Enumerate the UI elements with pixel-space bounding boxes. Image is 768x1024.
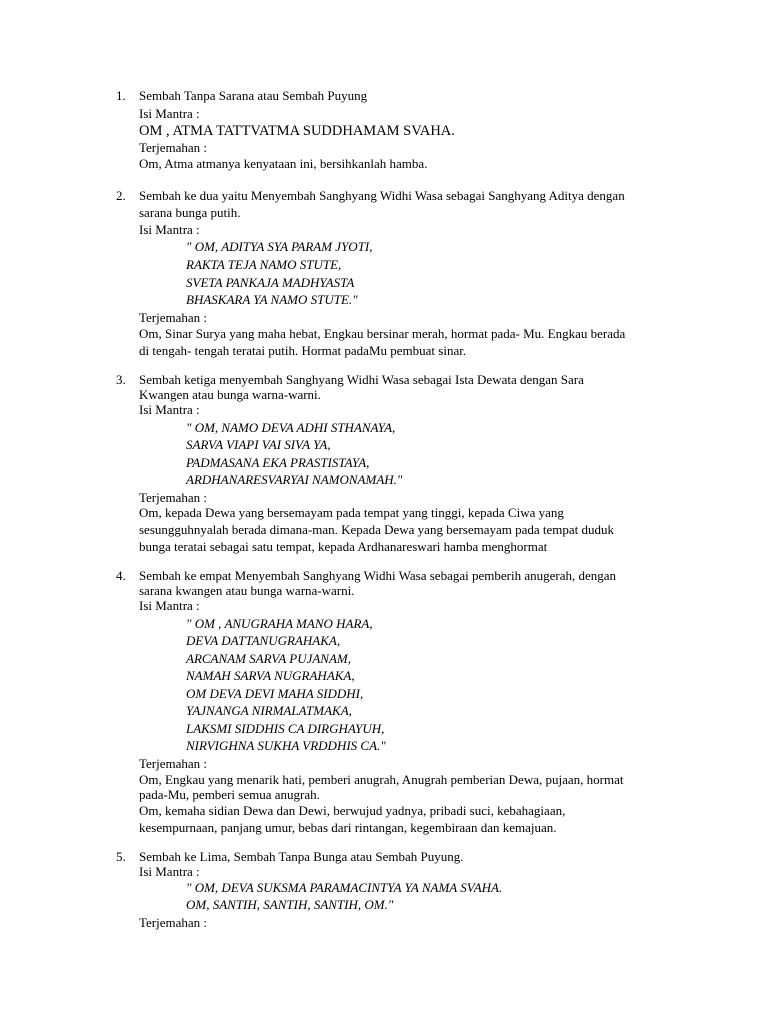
terjemahan-line: sesungguhnyalah berada dimana-man. Kepada Dewa yang bersemayam pada tempat duduk	[139, 522, 615, 537]
mantra-line: DEVA DATTANUGRAHAKA,	[186, 633, 341, 648]
terjemahan-line: kesempurnaan, panjang umur, bebas dari rintangan, kegembiraan dan kemajuan.	[139, 820, 557, 835]
mantra-line: " OM, DEVA SUKSMA PARAMACINTYA YA NAMA SVAHA.	[186, 880, 503, 895]
isi-mantra-label: Isi Mantra :	[139, 598, 200, 613]
section-number: 4.	[116, 568, 126, 583]
isi-mantra-label: Isi Mantra :	[139, 402, 200, 417]
mantra-line: ARCANAM SARVA PUJANAM,	[186, 651, 351, 666]
mantra-line: OM, SANTIH, SANTIH, SANTIH, OM."	[186, 897, 394, 912]
mantra-line: SVETA PANKAJA MADHYASTA	[186, 275, 355, 290]
section-title: Sembah ketiga menyembah Sanghyang Widhi Wasa sebagai Ista Dewata dengan Sara	[139, 372, 584, 387]
section-title: sarana kwangen atau bunga warna-warni.	[139, 583, 355, 598]
mantra-line: OM DEVA DEVI MAHA SIDDHI,	[186, 686, 364, 701]
mantra-line: YAJNANGA NIRMALATMAKA,	[186, 703, 352, 718]
terjemahan-line: di tengah- tengah teratai putih. Hormat padaMu pembuat sinar.	[139, 343, 467, 358]
terjemahan-label: Terjemahan :	[139, 915, 208, 930]
terjemahan-line: Om, kemaha sidian Dewa dan Dewi, berwujud yadnya, pribadi suci, kebahagiaan,	[139, 803, 566, 818]
mantra-line: PADMASANA EKA PRASTISTAYA,	[186, 455, 370, 470]
section-title: Sembah ke empat Menyembah Sanghyang Widhi Wasa sebagai pemberih anugerah, dengan	[139, 568, 617, 583]
terjemahan-line: pada-Mu, pemberi semua anugrah.	[139, 787, 320, 802]
terjemahan-line: Om, Sinar Surya yang maha hebat, Engkau bersinar merah, hormat pada- Mu. Engkau berada	[139, 326, 626, 341]
mantra-line: " OM , ANUGRAHA MANO HARA,	[186, 616, 373, 631]
terjemahan-line: Om, kepada Dewa yang bersemayam pada tempat yang tinggi, kepada Ciwa yang	[139, 505, 564, 520]
mantra-line: " OM, ADITYA SYA PARAM JYOTI,	[186, 239, 373, 254]
isi-mantra-label: Isi Mantra :	[139, 864, 200, 879]
section-number: 5.	[116, 849, 126, 864]
terjemahan-label: Terjemahan :	[139, 140, 208, 155]
section-title: Kwangen atau bunga warna-warni.	[139, 387, 321, 402]
terjemahan-label: Terjemahan :	[139, 756, 208, 771]
section-title: Sembah ke Lima, Sembah Tanpa Bunga atau Sembah Puyung.	[139, 849, 464, 864]
mantra-line: OM , ATMA TATTVATMA SUDDHAMAM SVAHA.	[139, 123, 455, 139]
terjemahan-label: Terjemahan :	[139, 490, 208, 505]
mantra-line: RAKTA TEJA NAMO STUTE,	[186, 257, 342, 272]
section-title: Sembah ke dua yaitu Menyembah Sanghyang Widhi Wasa sebagai Sanghyang Aditya dengan	[139, 188, 625, 203]
terjemahan-line: Om, Atma atmanya kenyataan ini, bersihkanlah hamba.	[139, 156, 428, 171]
mantra-line: BHASKARA YA NAMO STUTE."	[186, 292, 358, 307]
section-number: 1.	[116, 88, 126, 103]
mantra-line: LAKSMI SIDDHIS CA DIRGHAYUH,	[186, 721, 385, 736]
isi-mantra-label: Isi Mantra :	[139, 106, 200, 121]
section-number: 2.	[116, 188, 126, 203]
mantra-line: SARVA VIAPI VAI SIVA YA,	[186, 437, 331, 452]
mantra-line: NAMAH SARVA NUGRAHAKA,	[186, 668, 355, 683]
terjemahan-line: Om, Engkau yang menarik hati, pemberi anugrah, Anugrah pemberian Dewa, pujaan, hormat	[139, 772, 624, 787]
section-title: Sembah Tanpa Sarana atau Sembah Puyung	[139, 88, 368, 103]
terjemahan-label: Terjemahan :	[139, 310, 208, 325]
mantra-line: ARDHANARESVARYAI NAMONAMAH."	[186, 472, 403, 487]
mantra-line: " OM, NAMO DEVA ADHI STHANAYA,	[186, 420, 396, 435]
section-title: sarana bunga putih.	[139, 205, 241, 220]
section-number: 3.	[116, 372, 126, 387]
terjemahan-line: bunga teratai sebagai satu tempat, kepada Ardhanareswari hamba menghormat	[139, 539, 548, 554]
isi-mantra-label: Isi Mantra :	[139, 222, 200, 237]
mantra-line: NIRVIGHNA SUKHA VRDDHIS CA."	[186, 738, 386, 753]
